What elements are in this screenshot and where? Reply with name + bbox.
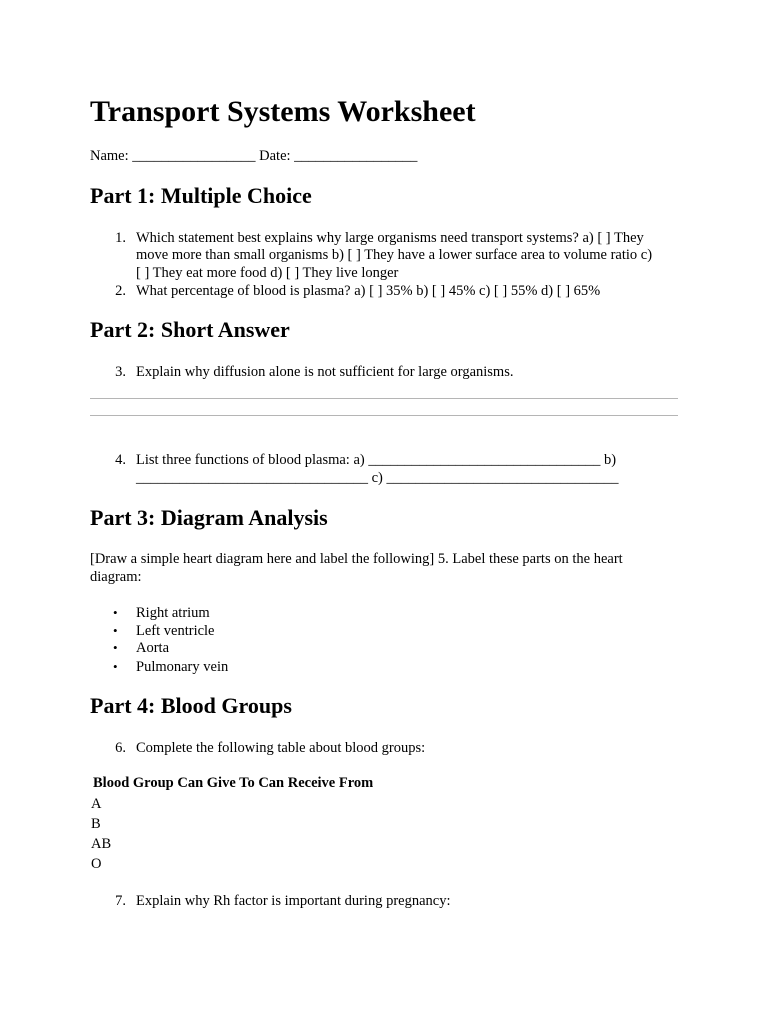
table-row: A: [91, 796, 102, 812]
question-6-text: Complete the following table about blood groups:: [136, 740, 426, 756]
bullet-icon: •: [113, 623, 118, 638]
list-item: Pulmonary vein: [136, 659, 229, 675]
answer-line[interactable]: [90, 398, 678, 399]
part4-heading: Part 4: Blood Groups: [90, 693, 292, 718]
answer-line[interactable]: [90, 415, 678, 416]
question-4-line-2: ________________________________ c) ________________________________: [136, 470, 619, 486]
bullet-icon: •: [113, 659, 118, 674]
part3-heading: Part 3: Diagram Analysis: [90, 505, 328, 530]
name-date-line: Name: _________________ Date: _________________: [90, 148, 418, 164]
list-item: Right atrium: [136, 605, 210, 621]
question-number: 1.: [115, 230, 126, 246]
question-3-text: Explain why diffusion alone is not sufficient for large organisms.: [136, 364, 514, 380]
bullet-icon: •: [113, 640, 118, 655]
part1-heading: Part 1: Multiple Choice: [90, 183, 312, 208]
page-title: Transport Systems Worksheet: [90, 95, 476, 128]
list-item: Aorta: [136, 640, 170, 656]
question-number: 3.: [115, 364, 126, 380]
question-number: 6.: [115, 740, 126, 756]
table-header: Blood Group Can Give To Can Receive From: [93, 775, 374, 791]
table-row: AB: [91, 836, 112, 852]
question-4-line-1: List three functions of blood plasma: a) ________________________________ b): [136, 452, 617, 468]
table-row: B: [91, 816, 101, 832]
question-number: 2.: [115, 283, 126, 299]
part2-heading: Part 2: Short Answer: [90, 317, 290, 342]
diagram-instruction-line-2: diagram:: [90, 569, 142, 585]
table-row: O: [91, 856, 102, 872]
question-number: 7.: [115, 893, 126, 909]
question-number: 4.: [115, 452, 126, 468]
question-2-text: What percentage of blood is plasma? a) [ ] 35% b) [ ] 45% c) [ ] 55% d) [ ] 65%: [136, 283, 601, 299]
question-7-text: Explain why Rh factor is important during pregnancy:: [136, 893, 451, 909]
bullet-icon: •: [113, 605, 118, 620]
list-item: Left ventricle: [136, 623, 215, 639]
question-1-line-3: [ ] They eat more food d) [ ] They live longer: [136, 265, 399, 281]
diagram-instruction-line-1: [Draw a simple heart diagram here and label the following] 5. Label these parts on the heart: [90, 551, 623, 567]
question-1-line-1: Which statement best explains why large organisms need transport systems? a) [ ] They: [136, 230, 644, 246]
question-1-line-2: move more than small organisms b) [ ] They have a lower surface area to volume ratio c): [136, 247, 653, 263]
